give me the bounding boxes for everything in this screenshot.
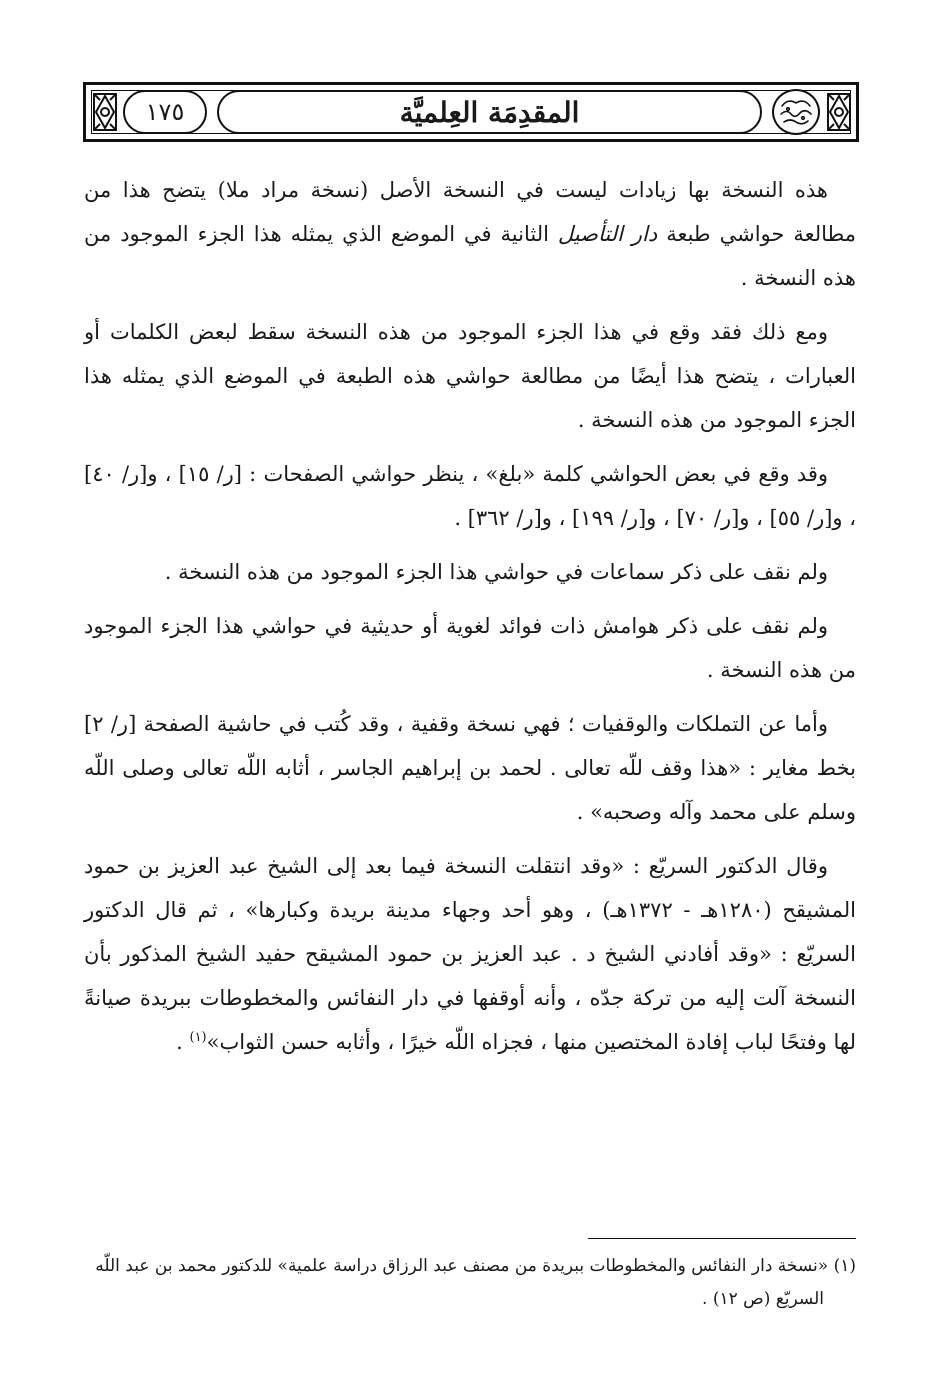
footnote: (١) «نسخة دار النفائس والمخطوطات ببريدة من مصنف عبد الرزاق دراسة علمية» للدكتور محمد بن عبد اللّه السريّع (ص ١٢) . — [95, 1256, 856, 1309]
paragraph — [84, 550, 856, 594]
publisher-name: دار التأصيل — [557, 222, 658, 246]
paragraph-text: ومع ذلك فقد وقع في هذا الجزء الموجود من هذه النسخة سقط لبعض الكلمات أو العبارات ، يتضح هذا أيضًا من مطالعة حواشي هذه الطبعة في الموضع الذي يمثله هذا الجزء الموجود من هذه النسخة . — [84, 320, 856, 432]
paragraph — [84, 168, 856, 300]
footnote-separator — [588, 1238, 856, 1239]
paragraph-text: الثانية في الموضع الذي يمثله هذا الجزء الموجود من هذه النسخة . — [84, 222, 856, 290]
book-logo — [772, 89, 820, 135]
paragraph-text: هذه النسخة بها زيادات ليست في النسخة الأصل (نسخة مراد ملا) يتضح هذا من مطالعة حواشي طبعة — [84, 178, 856, 246]
book-logo-seal-icon — [776, 94, 816, 130]
paragraph — [84, 702, 856, 834]
paragraph — [84, 310, 856, 442]
running-header — [83, 82, 859, 142]
decorative-knot-icon — [90, 90, 120, 134]
paragraph-text: وقال الدكتور السريّع : «وقد انتقلت النسخة فيما بعد إلى الشيخ عبد العزيز بن حمود المشيقح (١٢٨٠هـ - ١٣٧٢هـ) ، وهو أحد وجهاء مدينة بريدة وكبارها» ، ثم قال الدكتور السريّع : «وقد أفادني الشيخ د . عبد العزيز بن حمود المشيقح حفيد الشيخ المذكور بأن النسخة آلت إليه من تركة جدّه ، وأنه أوقفها في دار النفائس والمخطوطات ببريدة صيانةً لها وفتحًا لباب إفادة المختصين منها ، فجزاه اللّه خيرًا ، وأثابه حسن الثواب» — [84, 854, 856, 1054]
paragraph-text: ولم نقف على ذكر هوامش ذات فوائد لغوية أو حديثية في حواشي هذا الجزء الموجود من هذه النسخة . — [84, 614, 856, 682]
decorative-knot-icon — [824, 90, 854, 134]
page-number: ١٧٥ — [123, 90, 207, 134]
paragraph-text: وقد وقع في بعض الحواشي كلمة «بلغ» ، ينظر حواشي الصفحات : [ر/ ١٥] ، و[ر/ ٤٠] ، و[ر/ ٥٥] ، و[ر/ ٧٠] ، و[ر/ ١٩٩] ، و[ر/ ٣٦٢] . — [84, 462, 856, 530]
paragraph-text: . — [176, 1030, 190, 1054]
paragraph-text: وأما عن التملكات والوقفيات ؛ فهي نسخة وقفية ، وقد كُتب في حاشية الصفحة [ر/ ٢] بخط مغاير : «هذا وقف للّه تعالى . لحمد بن إبراهيم الجاسر ، أثابه اللّه تعالى وصلى اللّه وسلم على محمد وآله وصحبه» . — [84, 712, 856, 824]
footnote-reference: (١) — [189, 1030, 207, 1045]
footnotes — [84, 1250, 856, 1316]
paragraph — [84, 452, 856, 540]
paragraph-text: ولم نقف على ذكر سماعات في حواشي هذا الجزء الموجود من هذه النسخة . — [164, 560, 828, 584]
paragraph — [84, 604, 856, 692]
body-text — [84, 168, 856, 1074]
page-title: المقدِمَة العِلميَّة — [217, 90, 762, 134]
paragraph — [84, 844, 856, 1064]
